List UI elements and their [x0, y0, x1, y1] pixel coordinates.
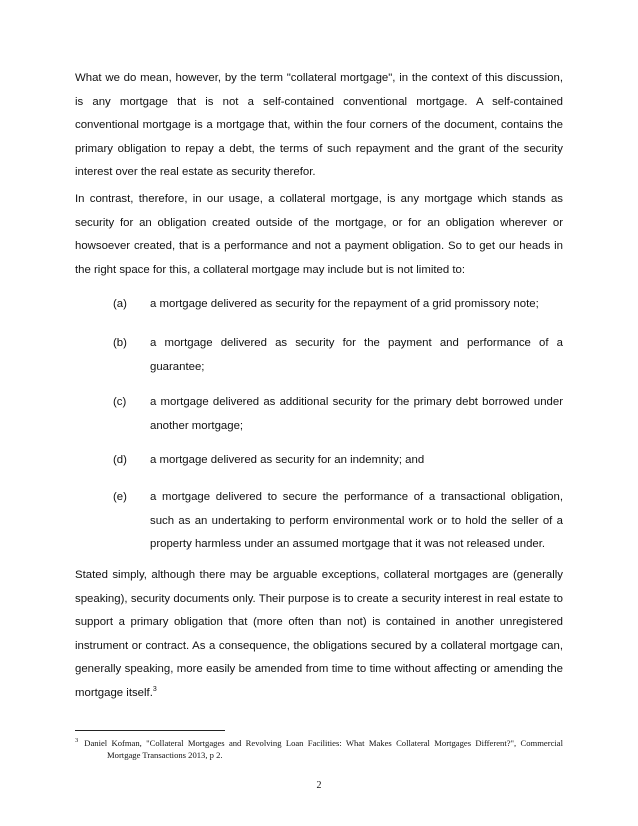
list-item-text: a mortgage delivered as security for an indemnity; and — [150, 454, 425, 466]
footnote — [75, 737, 563, 761]
list-item-text: a mortgage delivered as security for the repayment of a grid promissory note; — [150, 298, 539, 310]
footnote-text: Daniel Kofman, "Collateral Mortgages and Revolving Loan Facilities: What Makes Collateral Mortgages Different?", Commercial Mortgage Transactions 2013, p 2. — [84, 738, 563, 760]
list-item-label: (a) — [113, 298, 127, 310]
list-item-text: a mortgage delivered as security for the payment and performance of a guarantee; — [150, 337, 563, 373]
list-item-label: (b) — [113, 337, 127, 349]
list-item-text: a mortgage delivered as additional security for the primary debt borrowed under another mortgage; — [150, 396, 563, 432]
footnote-reference[interactable]: 3 — [152, 685, 157, 693]
body-paragraph-2: In contrast, therefore, in our usage, a collateral mortgage, is any mortgage which stands as security for an obligation created outside of the mortgage, or for an obligation wherever or howsoever created, that is a performance and not a payment obligation. So to get our heads in the right space for this, a collateral mortgage may include but is not limited to: — [75, 193, 563, 276]
body-paragraph-3-text: Stated simply, although there may be arguable exceptions, collateral mortgages are (generally speaking), security documents only. Their purpose is to create a security interest in real estate to support a primary obligation that (more often than not) is contained in another unregistered instrument or contract. As a consequence, the obligations secured by a collateral mortgage can, generally speaking, more easily be amended from time to time without affecting or amending the mortgage itself. — [75, 569, 563, 699]
list-item-label: (d) — [113, 454, 127, 466]
list-item-label: (e) — [113, 491, 127, 503]
page-number: 2 — [316, 780, 322, 791]
list-item-label: (c) — [113, 396, 127, 408]
body-paragraph-3 — [75, 564, 563, 705]
footnote-separator — [75, 730, 225, 731]
body-paragraph-1: What we do mean, however, by the term "collateral mortgage", in the context of this discussion, is any mortgage that is not a self-contained conventional mortgage. A self-contained conventional mortgage is a mortgage that, within the four corners of the document, contains the primary obligation to repay a debt, the terms of such repayment and the grant of the security interest over the real estate as security therefor. — [75, 72, 563, 178]
footnote-marker: 3 — [75, 737, 79, 745]
list-item-text: a mortgage delivered to secure the performance of a transactional obligation, such as an undertaking to perform environmental work or to hold the seller of a property harmless under an assumed mortgage that it was not released under. — [150, 491, 563, 550]
